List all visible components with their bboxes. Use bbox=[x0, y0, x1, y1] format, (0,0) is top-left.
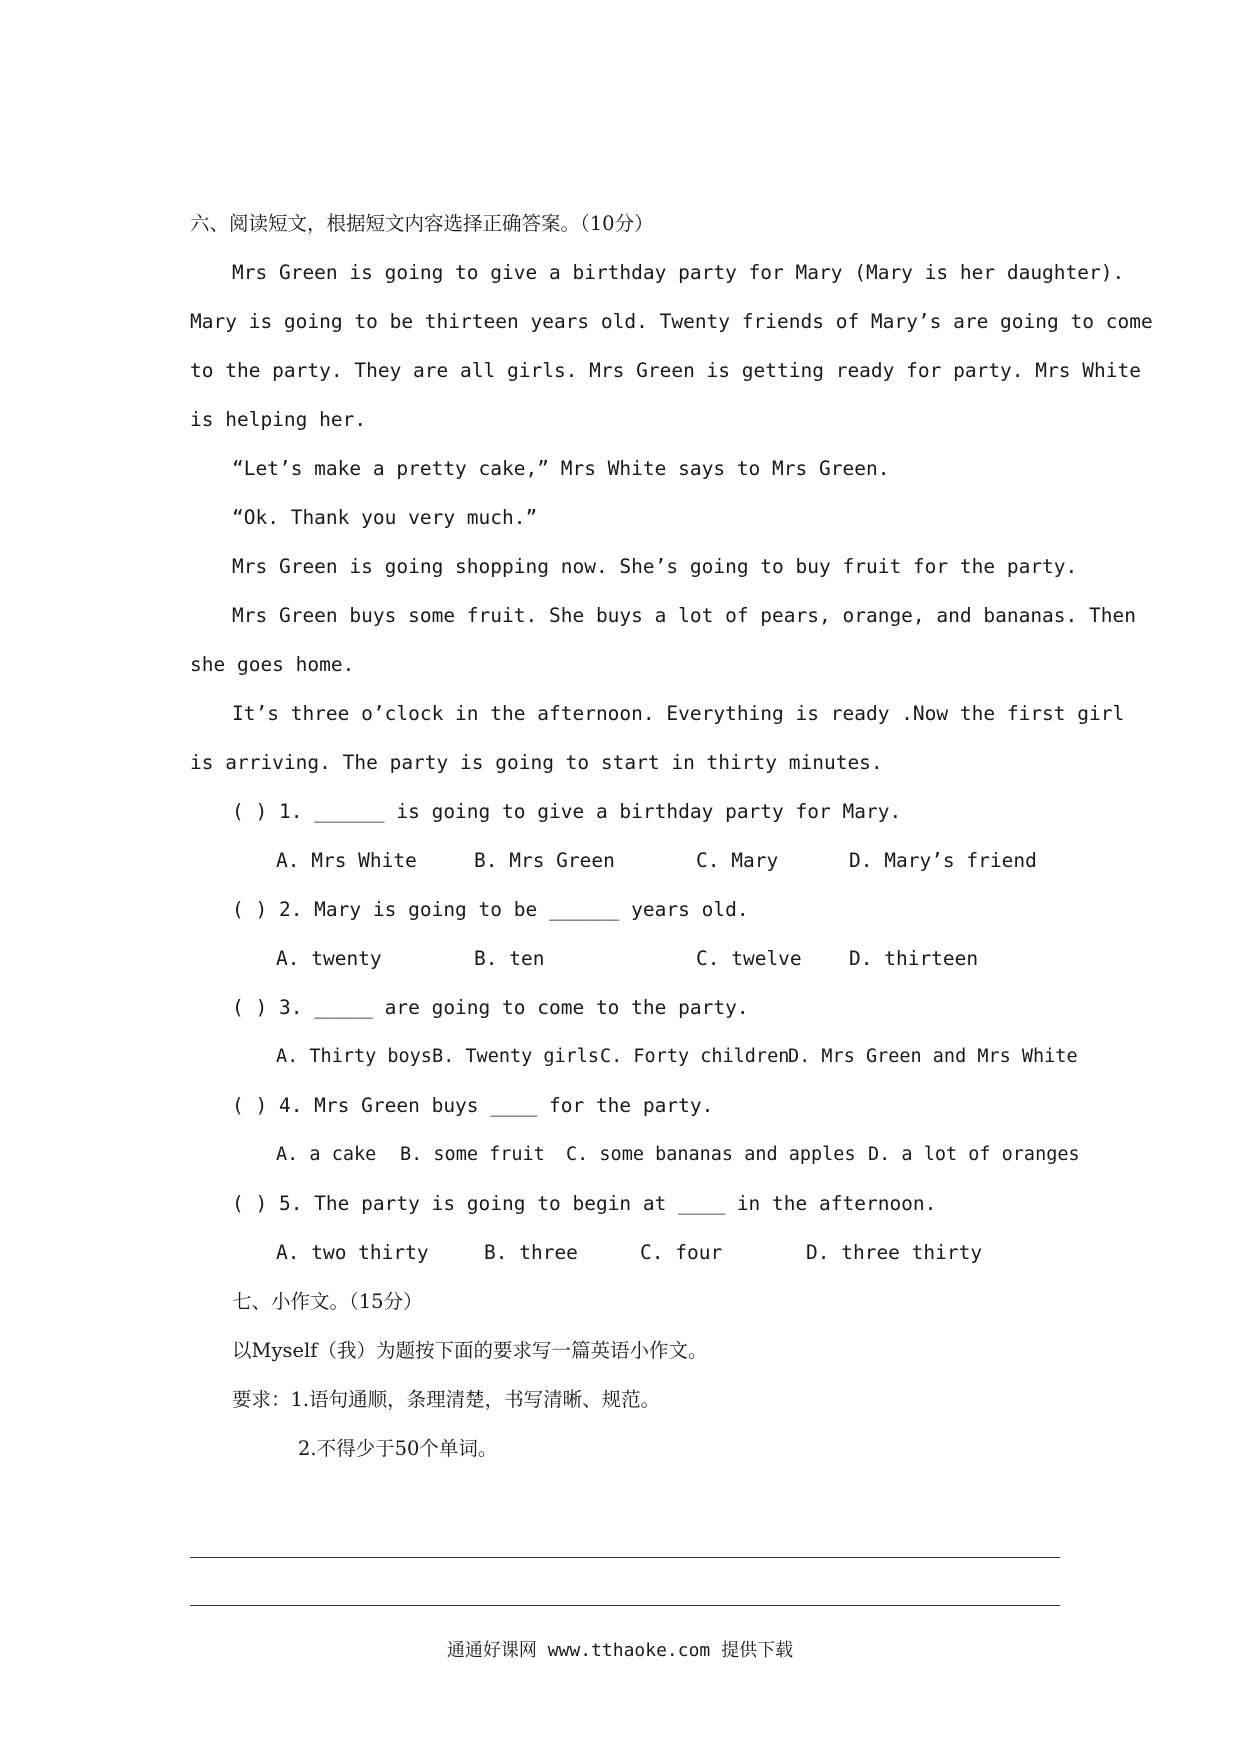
writing-line-1 bbox=[190, 1557, 1060, 1558]
page-footer: 通通好课网 www.tthaoke.com 提供下载 bbox=[446, 1640, 794, 1661]
passage-line-1: Mrs Green is going to give a birthday party for Mary (Mary is her daughter). bbox=[232, 261, 1125, 284]
question-5-stem: ( ) 5. The party is going to begin at ____ in the afternoon. bbox=[232, 1192, 937, 1215]
question-4-stem: ( ) 4. Mrs Green buys ____ for the party. bbox=[232, 1094, 714, 1117]
q1-option-c: C. Mary bbox=[696, 849, 779, 872]
writing-line-2 bbox=[190, 1605, 1060, 1606]
passage-line-5: “Let’s make a pretty cake,” Mrs White says to Mrs Green. bbox=[232, 457, 890, 480]
question-3-stem: ( ) 3. _____ are going to come to the party. bbox=[232, 996, 749, 1019]
q4-option-c: C. some bananas and apples bbox=[566, 1144, 856, 1165]
q4-option-a: A. a cake bbox=[276, 1144, 377, 1165]
question-5-options bbox=[276, 1238, 1060, 1268]
q1-option-b: B. Mrs Green bbox=[474, 849, 615, 872]
q4-option-b: B. some fruit bbox=[400, 1144, 545, 1165]
section7-requirement-2: 2.不得少于50个单词。 bbox=[298, 1437, 498, 1460]
passage-line-7: Mrs Green is going shopping now. She’s going to buy fruit for the party. bbox=[232, 555, 1078, 578]
q3-option-d: D. Mrs Green and Mrs White bbox=[788, 1046, 1078, 1067]
q4-option-d: D. a lot of oranges bbox=[868, 1144, 1080, 1165]
section6-heading: 六、阅读短文，根据短文内容选择正确答案。（10分） bbox=[190, 212, 654, 235]
q1-option-d: D. Mary’s friend bbox=[849, 849, 1037, 872]
section7-requirement-1: 要求：1.语句通顺，条理清楚，书写清晰、规范。 bbox=[232, 1388, 661, 1411]
passage-line-3: to the party. They are all girls. Mrs Green is getting ready for party. Mrs White bbox=[190, 359, 1141, 382]
passage-line-10: It’s three o’clock in the afternoon. Everything is ready .Now the first girl bbox=[232, 702, 1125, 725]
q3-option-c: C. Forty children bbox=[600, 1046, 790, 1067]
q2-option-c: C. twelve bbox=[696, 947, 802, 970]
passage-line-4: is helping her. bbox=[190, 408, 367, 431]
question-2-options bbox=[276, 944, 1060, 974]
question-1-stem: ( ) 1. ______ is going to give a birthday party for Mary. bbox=[232, 800, 902, 823]
q3-option-b: B. Twenty girls bbox=[432, 1046, 600, 1067]
q2-option-b: B. ten bbox=[474, 947, 545, 970]
question-4-options bbox=[276, 1140, 1080, 1170]
q5-option-c: C. four bbox=[640, 1241, 723, 1264]
q3-option-a: A. Thirty boys bbox=[276, 1046, 432, 1067]
passage-line-8: Mrs Green buys some fruit. She buys a lot of pears, orange, and bananas. Then bbox=[232, 604, 1136, 627]
passage-line-9: she goes home. bbox=[190, 653, 355, 676]
q5-option-d: D. three thirty bbox=[806, 1241, 983, 1264]
q5-option-b: B. three bbox=[484, 1241, 578, 1264]
q1-option-a: A. Mrs White bbox=[276, 849, 417, 872]
question-3-options bbox=[276, 1042, 1078, 1072]
section7-prompt: 以Myself（我）为题按下面的要求写一篇英语小作文。 bbox=[232, 1339, 708, 1362]
passage-line-6: “Ok. Thank you very much.” bbox=[232, 506, 538, 529]
section7-heading: 七、小作文。（15分） bbox=[232, 1290, 423, 1313]
question-1-options bbox=[276, 846, 1060, 876]
passage-line-11: is arriving. The party is going to start in thirty minutes. bbox=[190, 751, 883, 774]
q2-option-d: D. thirteen bbox=[849, 947, 979, 970]
passage-line-2: Mary is going to be thirteen years old. Twenty friends of Mary’s are going to come bbox=[190, 310, 1153, 333]
q2-option-a: A. twenty bbox=[276, 947, 382, 970]
q5-option-a: A. two thirty bbox=[276, 1241, 429, 1264]
question-2-stem: ( ) 2. Mary is going to be ______ years old. bbox=[232, 898, 749, 921]
